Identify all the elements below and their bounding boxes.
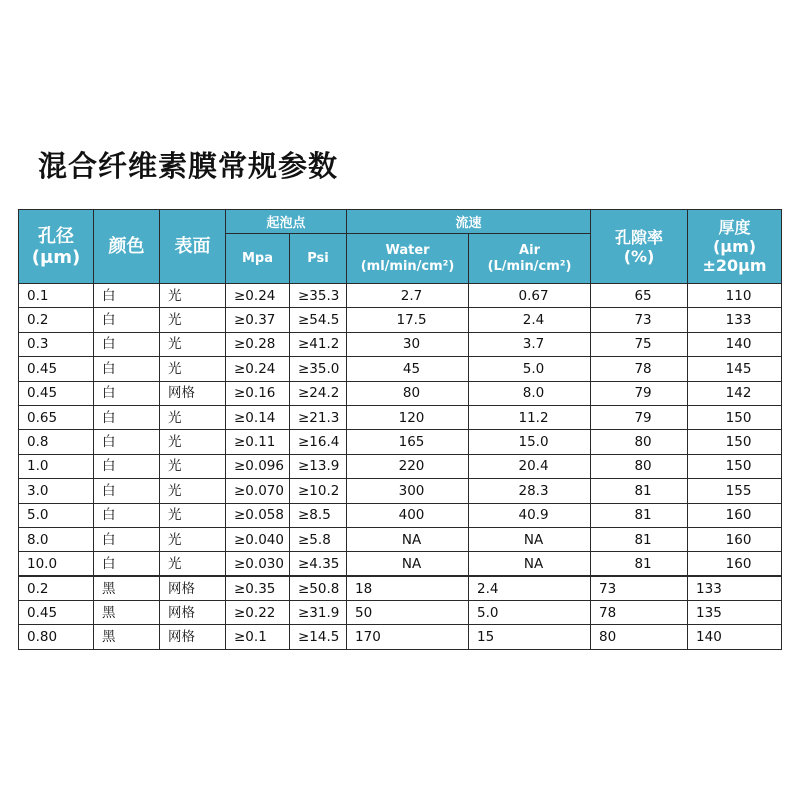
cell-water-flow: 165 <box>347 430 469 454</box>
cell-air-flow: NA <box>469 527 591 551</box>
cell-thickness: 160 <box>688 527 782 551</box>
table-row <box>19 405 782 429</box>
cell-psi: ≥16.4 <box>290 430 347 454</box>
cell-pore-size: 0.65 <box>19 405 94 429</box>
cell-surface: 光 <box>160 284 226 308</box>
cell-pore-size: 0.8 <box>19 430 94 454</box>
cell-thickness: 133 <box>688 576 782 600</box>
cell-porosity: 78 <box>591 601 688 625</box>
cell-psi: ≥10.2 <box>290 479 347 503</box>
cell-color: 白 <box>94 430 160 454</box>
header-flow-rate: 流速 <box>347 210 591 234</box>
cell-pore-size: 0.1 <box>19 284 94 308</box>
cell-air-flow: 2.4 <box>469 576 591 600</box>
cell-air-flow: 40.9 <box>469 503 591 527</box>
cell-surface: 网格 <box>160 381 226 405</box>
cell-porosity: 80 <box>591 454 688 478</box>
cell-mpa: ≥0.35 <box>226 576 290 600</box>
table-row <box>19 357 782 381</box>
cell-thickness: 140 <box>688 625 782 649</box>
cell-psi: ≥35.3 <box>290 284 347 308</box>
table-row <box>19 454 782 478</box>
cell-air-flow: 15.0 <box>469 430 591 454</box>
cell-pore-size: 0.3 <box>19 332 94 356</box>
cell-mpa: ≥0.070 <box>226 479 290 503</box>
cell-pore-size: 0.2 <box>19 308 94 332</box>
cell-thickness: 160 <box>688 503 782 527</box>
cell-psi: ≥13.9 <box>290 454 347 478</box>
cell-color: 黑 <box>94 625 160 649</box>
cell-color: 黑 <box>94 601 160 625</box>
cell-porosity: 80 <box>591 625 688 649</box>
cell-mpa: ≥0.24 <box>226 357 290 381</box>
cell-water-flow: 170 <box>347 625 469 649</box>
cell-surface: 光 <box>160 479 226 503</box>
cell-air-flow: NA <box>469 552 591 576</box>
cell-surface: 光 <box>160 332 226 356</box>
cell-air-flow: 11.2 <box>469 405 591 429</box>
cell-surface: 网格 <box>160 601 226 625</box>
cell-mpa: ≥0.16 <box>226 381 290 405</box>
cell-surface: 光 <box>160 405 226 429</box>
header-mpa: Mpa <box>226 234 290 284</box>
cell-water-flow: 400 <box>347 503 469 527</box>
table-row <box>19 625 782 649</box>
cell-water-flow: NA <box>347 527 469 551</box>
header-thickness: 厚度 (μm) ±20μm <box>688 210 782 284</box>
table-row <box>19 430 782 454</box>
cell-surface: 光 <box>160 503 226 527</box>
cell-color: 白 <box>94 308 160 332</box>
cell-thickness: 150 <box>688 430 782 454</box>
cell-color: 白 <box>94 479 160 503</box>
table-row <box>19 576 782 600</box>
cell-water-flow: 120 <box>347 405 469 429</box>
cell-pore-size: 0.45 <box>19 381 94 405</box>
cell-water-flow: 80 <box>347 381 469 405</box>
parameters-table <box>18 209 782 650</box>
cell-thickness: 150 <box>688 454 782 478</box>
cell-pore-size: 8.0 <box>19 527 94 551</box>
cell-porosity: 81 <box>591 479 688 503</box>
cell-porosity: 79 <box>591 405 688 429</box>
cell-pore-size: 10.0 <box>19 552 94 576</box>
cell-surface: 网格 <box>160 625 226 649</box>
cell-color: 白 <box>94 381 160 405</box>
cell-water-flow: 30 <box>347 332 469 356</box>
cell-air-flow: 2.4 <box>469 308 591 332</box>
header-psi: Psi <box>290 234 347 284</box>
cell-thickness: 142 <box>688 381 782 405</box>
cell-mpa: ≥0.040 <box>226 527 290 551</box>
table-row <box>19 479 782 503</box>
table-row <box>19 284 782 308</box>
cell-thickness: 145 <box>688 357 782 381</box>
cell-porosity: 81 <box>591 527 688 551</box>
header-water: Water (ml/min/cm²) <box>347 234 469 284</box>
cell-thickness: 155 <box>688 479 782 503</box>
cell-mpa: ≥0.14 <box>226 405 290 429</box>
cell-surface: 光 <box>160 527 226 551</box>
cell-porosity: 73 <box>591 576 688 600</box>
cell-mpa: ≥0.030 <box>226 552 290 576</box>
cell-air-flow: 20.4 <box>469 454 591 478</box>
cell-porosity: 81 <box>591 503 688 527</box>
cell-pore-size: 0.80 <box>19 625 94 649</box>
table-row <box>19 381 782 405</box>
cell-porosity: 81 <box>591 552 688 576</box>
cell-air-flow: 5.0 <box>469 357 591 381</box>
cell-color: 白 <box>94 527 160 551</box>
table-row <box>19 527 782 551</box>
cell-thickness: 133 <box>688 308 782 332</box>
cell-pore-size: 0.45 <box>19 357 94 381</box>
cell-psi: ≥54.5 <box>290 308 347 332</box>
header-porosity: 孔隙率 (%) <box>591 210 688 284</box>
cell-color: 白 <box>94 332 160 356</box>
cell-air-flow: 15 <box>469 625 591 649</box>
cell-color: 白 <box>94 454 160 478</box>
cell-water-flow: 18 <box>347 576 469 600</box>
cell-psi: ≥35.0 <box>290 357 347 381</box>
cell-mpa: ≥0.1 <box>226 625 290 649</box>
cell-pore-size: 1.0 <box>19 454 94 478</box>
header-bubble-point: 起泡点 <box>226 210 347 234</box>
cell-psi: ≥41.2 <box>290 332 347 356</box>
cell-psi: ≥21.3 <box>290 405 347 429</box>
header-pore-size: 孔径 (μm) <box>19 210 94 284</box>
header-air: Air (L/min/cm²) <box>469 234 591 284</box>
header-color: 颜色 <box>94 210 160 284</box>
cell-air-flow: 3.7 <box>469 332 591 356</box>
cell-mpa: ≥0.058 <box>226 503 290 527</box>
cell-thickness: 160 <box>688 552 782 576</box>
cell-porosity: 79 <box>591 381 688 405</box>
cell-pore-size: 0.45 <box>19 601 94 625</box>
cell-air-flow: 0.67 <box>469 284 591 308</box>
cell-psi: ≥31.9 <box>290 601 347 625</box>
cell-surface: 光 <box>160 454 226 478</box>
cell-water-flow: 300 <box>347 479 469 503</box>
table-body <box>19 284 782 650</box>
cell-water-flow: 45 <box>347 357 469 381</box>
cell-water-flow: 50 <box>347 601 469 625</box>
cell-color: 白 <box>94 357 160 381</box>
cell-psi: ≥4.35 <box>290 552 347 576</box>
table-row <box>19 601 782 625</box>
cell-porosity: 65 <box>591 284 688 308</box>
table-row <box>19 552 782 576</box>
cell-surface: 光 <box>160 357 226 381</box>
cell-surface: 光 <box>160 552 226 576</box>
cell-porosity: 75 <box>591 332 688 356</box>
cell-pore-size: 0.2 <box>19 576 94 600</box>
cell-pore-size: 5.0 <box>19 503 94 527</box>
page-title: 混合纤维素膜常规参数 <box>38 149 339 183</box>
cell-psi: ≥24.2 <box>290 381 347 405</box>
cell-thickness: 110 <box>688 284 782 308</box>
cell-water-flow: 2.7 <box>347 284 469 308</box>
cell-mpa: ≥0.24 <box>226 284 290 308</box>
cell-water-flow: NA <box>347 552 469 576</box>
cell-porosity: 78 <box>591 357 688 381</box>
cell-air-flow: 5.0 <box>469 601 591 625</box>
cell-porosity: 73 <box>591 308 688 332</box>
header-surface: 表面 <box>160 210 226 284</box>
table-row <box>19 332 782 356</box>
cell-psi: ≥14.5 <box>290 625 347 649</box>
cell-water-flow: 17.5 <box>347 308 469 332</box>
cell-air-flow: 28.3 <box>469 479 591 503</box>
cell-psi: ≥8.5 <box>290 503 347 527</box>
cell-mpa: ≥0.11 <box>226 430 290 454</box>
cell-color: 白 <box>94 284 160 308</box>
cell-psi: ≥5.8 <box>290 527 347 551</box>
cell-color: 白 <box>94 552 160 576</box>
cell-pore-size: 3.0 <box>19 479 94 503</box>
cell-surface: 网格 <box>160 576 226 600</box>
cell-mpa: ≥0.28 <box>226 332 290 356</box>
cell-water-flow: 220 <box>347 454 469 478</box>
cell-color: 白 <box>94 503 160 527</box>
cell-surface: 光 <box>160 430 226 454</box>
cell-thickness: 135 <box>688 601 782 625</box>
cell-color: 黑 <box>94 576 160 600</box>
cell-air-flow: 8.0 <box>469 381 591 405</box>
table-row <box>19 308 782 332</box>
cell-psi: ≥50.8 <box>290 576 347 600</box>
cell-surface: 光 <box>160 308 226 332</box>
cell-thickness: 150 <box>688 405 782 429</box>
cell-mpa: ≥0.22 <box>226 601 290 625</box>
table-row <box>19 503 782 527</box>
cell-mpa: ≥0.37 <box>226 308 290 332</box>
cell-color: 白 <box>94 405 160 429</box>
cell-thickness: 140 <box>688 332 782 356</box>
cell-porosity: 80 <box>591 430 688 454</box>
cell-mpa: ≥0.096 <box>226 454 290 478</box>
